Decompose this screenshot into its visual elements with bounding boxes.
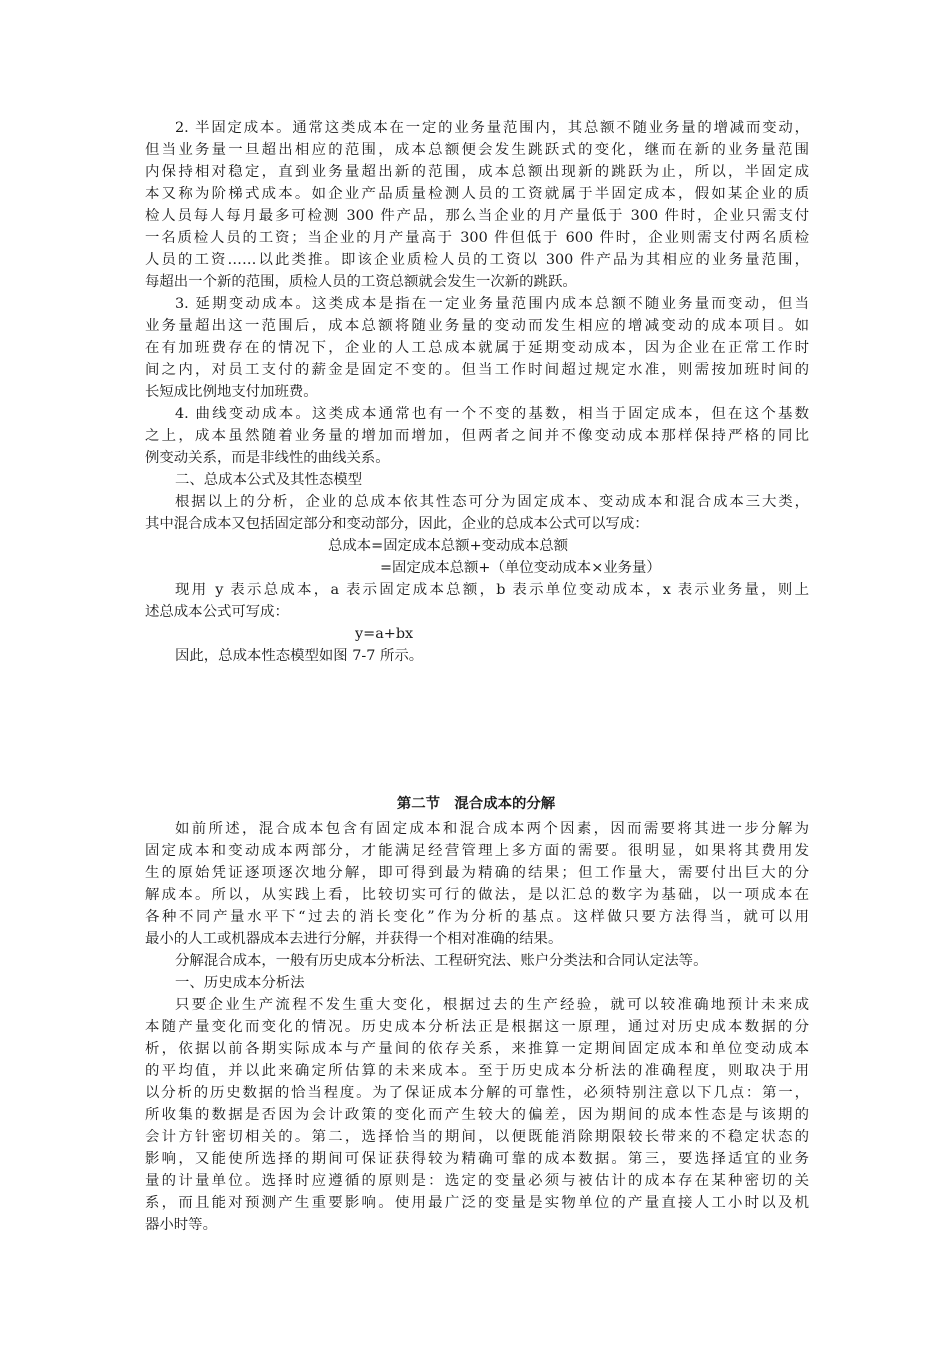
text-line: 最小的人工或机器成本去进行分解，并获得一个相对准确的结果。 <box>145 931 563 947</box>
text-line: 例变动关系，而是非线性的曲线关系。 <box>145 450 390 466</box>
text-line: 人员的工资……以此类推。即该企业质检人员的工资以 300 件产品为其相应的业务量范围， <box>145 252 809 268</box>
text-line: 析，依据以前各期实际成本与产量间的依存关系，来推算一定期间固定成本和单位变动成本 <box>145 1041 809 1057</box>
text-line: 业务量超出这一范围后，成本总额将随业务量的变动而发生相应的增减变动的成本项目。如 <box>145 318 809 334</box>
text-line: 检人员每人每月最多可检测 300 件产品，那么当企业的月产量低于 300 件时，企业只需支付 <box>145 208 809 224</box>
text-line: 二、总成本公式及其性态模型 <box>175 472 363 488</box>
text-line: 以分析的历史数据的恰当程度。为了保证成本分解的可靠性，必须特别注意以下几点：第一， <box>145 1085 809 1101</box>
text-line: 因此，总成本性态模型如图 7-7 所示。 <box>175 648 424 664</box>
text-line: 解成本。所以，从实践上看，比较切实可行的做法，是以汇总的数字为基础，以一项成本在 <box>145 887 809 903</box>
text-line: 如前所述，混合成本包含有固定成本和混合成本两个因素，因而需要将其进一步分解为 <box>175 821 809 837</box>
text-line: 内保持相对稳定，直到业务量超出新的范围，成本总额出现新的跳跃为止，所以，半固定成 <box>145 164 809 180</box>
text-line: 长短成比例地支付加班费。 <box>145 384 318 400</box>
text-line: 在有加班费存在的情况下，企业的人工总成本就属于延期变动成本，因为企业在正常工作时 <box>145 340 809 356</box>
text-line: 但当业务量一旦超出相应的范围，成本总额便会发生跳跃式的变化，继而在新的业务量范围 <box>145 142 809 158</box>
text-line: 根据以上的分析，企业的总成本依其性态可分为固定成本、变动成本和混合成本三大类， <box>175 494 809 510</box>
text-line: 之上，成本虽然随着业务量的增加而增加，但两者之间并不像变动成本那样保持严格的同比 <box>145 428 809 444</box>
text-line: 各种不同产量水平下“过去的消长变化”作为分析的基点。这样做只要方法得当，就可以用 <box>145 909 809 925</box>
formula-line: =固定成本总额+（单位变动成本×业务量） <box>380 560 661 576</box>
text-line: 现用 y 表示总成本，a 表示固定成本总额，b 表示单位变动成本，x 表示业务量，则上 <box>175 582 809 598</box>
text-line: 一、历史成本分析法 <box>175 975 305 991</box>
text-line: 生的原始凭证逐项逐次地分解，即可得到最为精确的结果；但工作量大，需要付出巨大的分 <box>145 865 809 881</box>
text-line: 其中混合成本又包括固定部分和变动部分，因此，企业的总成本公式可以写成： <box>145 516 649 532</box>
formula-line: y=a+bx <box>355 626 414 642</box>
text-line: 每超出一个新的范围，质检人员的工资总额就会发生一次新的跳跃。 <box>145 274 577 290</box>
text-line: 影响，又能使所选择的期间可保证获得较为精确可靠的成本数据。第三，要选择适宜的业务 <box>145 1151 809 1167</box>
text-line: 间之内，对员工支付的薪金是固定不变的。但当工作时间超过规定水准，则需按加班时间的 <box>145 362 809 378</box>
text-line: 会计方针密切相关的。第二，选择恰当的期间，以便既能消除期限较长带来的不稳定状态的 <box>145 1129 809 1145</box>
text-line: 3. 延期变动成本。这类成本是指在一定业务量范围内成本总额不随业务量而变动，但当 <box>175 296 809 312</box>
text-line: 本又称为阶梯式成本。如企业产品质量检测人员的工资就属于半固定成本，假如某企业的质 <box>145 186 809 202</box>
text-line: 系，而且能对预测产生重要影响。使用最广泛的变量是实物单位的产量直接人工小时以及机 <box>145 1195 809 1211</box>
text-line: 器小时等。 <box>145 1217 217 1233</box>
section-heading: 第二节 混合成本的分解 <box>396 795 556 812</box>
text-line: 本随产量变化而变化的情况。历史成本分析法正是根据这一原理，通过对历史成本数据的分 <box>145 1019 809 1035</box>
formula-line: 总成本=固定成本总额+变动成本总额 <box>328 538 568 554</box>
text-line: 固定成本和变动成本两部分，才能满足经营管理上多方面的需要。很明显，如果将其费用发 <box>145 843 809 859</box>
text-line: 只要企业生产流程不发生重大变化，根据过去的生产经验，就可以较准确地预计未来成 <box>175 997 809 1013</box>
text-line: 述总成本公式可写成： <box>145 604 289 620</box>
text-line: 2. 半固定成本。通常这类成本在一定的业务量范围内，其总额不随业务量的增减而变动， <box>175 120 809 136</box>
text-line: 分解混合成本，一般有历史成本分析法、工程研究法、账户分类法和合同认定法等。 <box>175 953 708 969</box>
text-line: 所收集的数据是否因为会计政策的变化而产生较大的偏差，因为期间的成本性态是与该期的 <box>145 1107 809 1123</box>
text-line: 4. 曲线变动成本。这类成本通常也有一个不变的基数，相当于固定成本，但在这个基数 <box>175 406 809 422</box>
text-line: 量的计量单位。选择时应遵循的原则是：选定的变量必须与被估计的成本存在某种密切的关 <box>145 1173 809 1189</box>
text-line: 的平均值，并以此来确定所估算的未来成本。至于历史成本分析法的准确程度，则取决于用 <box>145 1063 809 1079</box>
text-line: 一名质检人员的工资；当企业的月产量高于 300 件但低于 600 件时，企业则需支付两名质检 <box>145 230 809 246</box>
